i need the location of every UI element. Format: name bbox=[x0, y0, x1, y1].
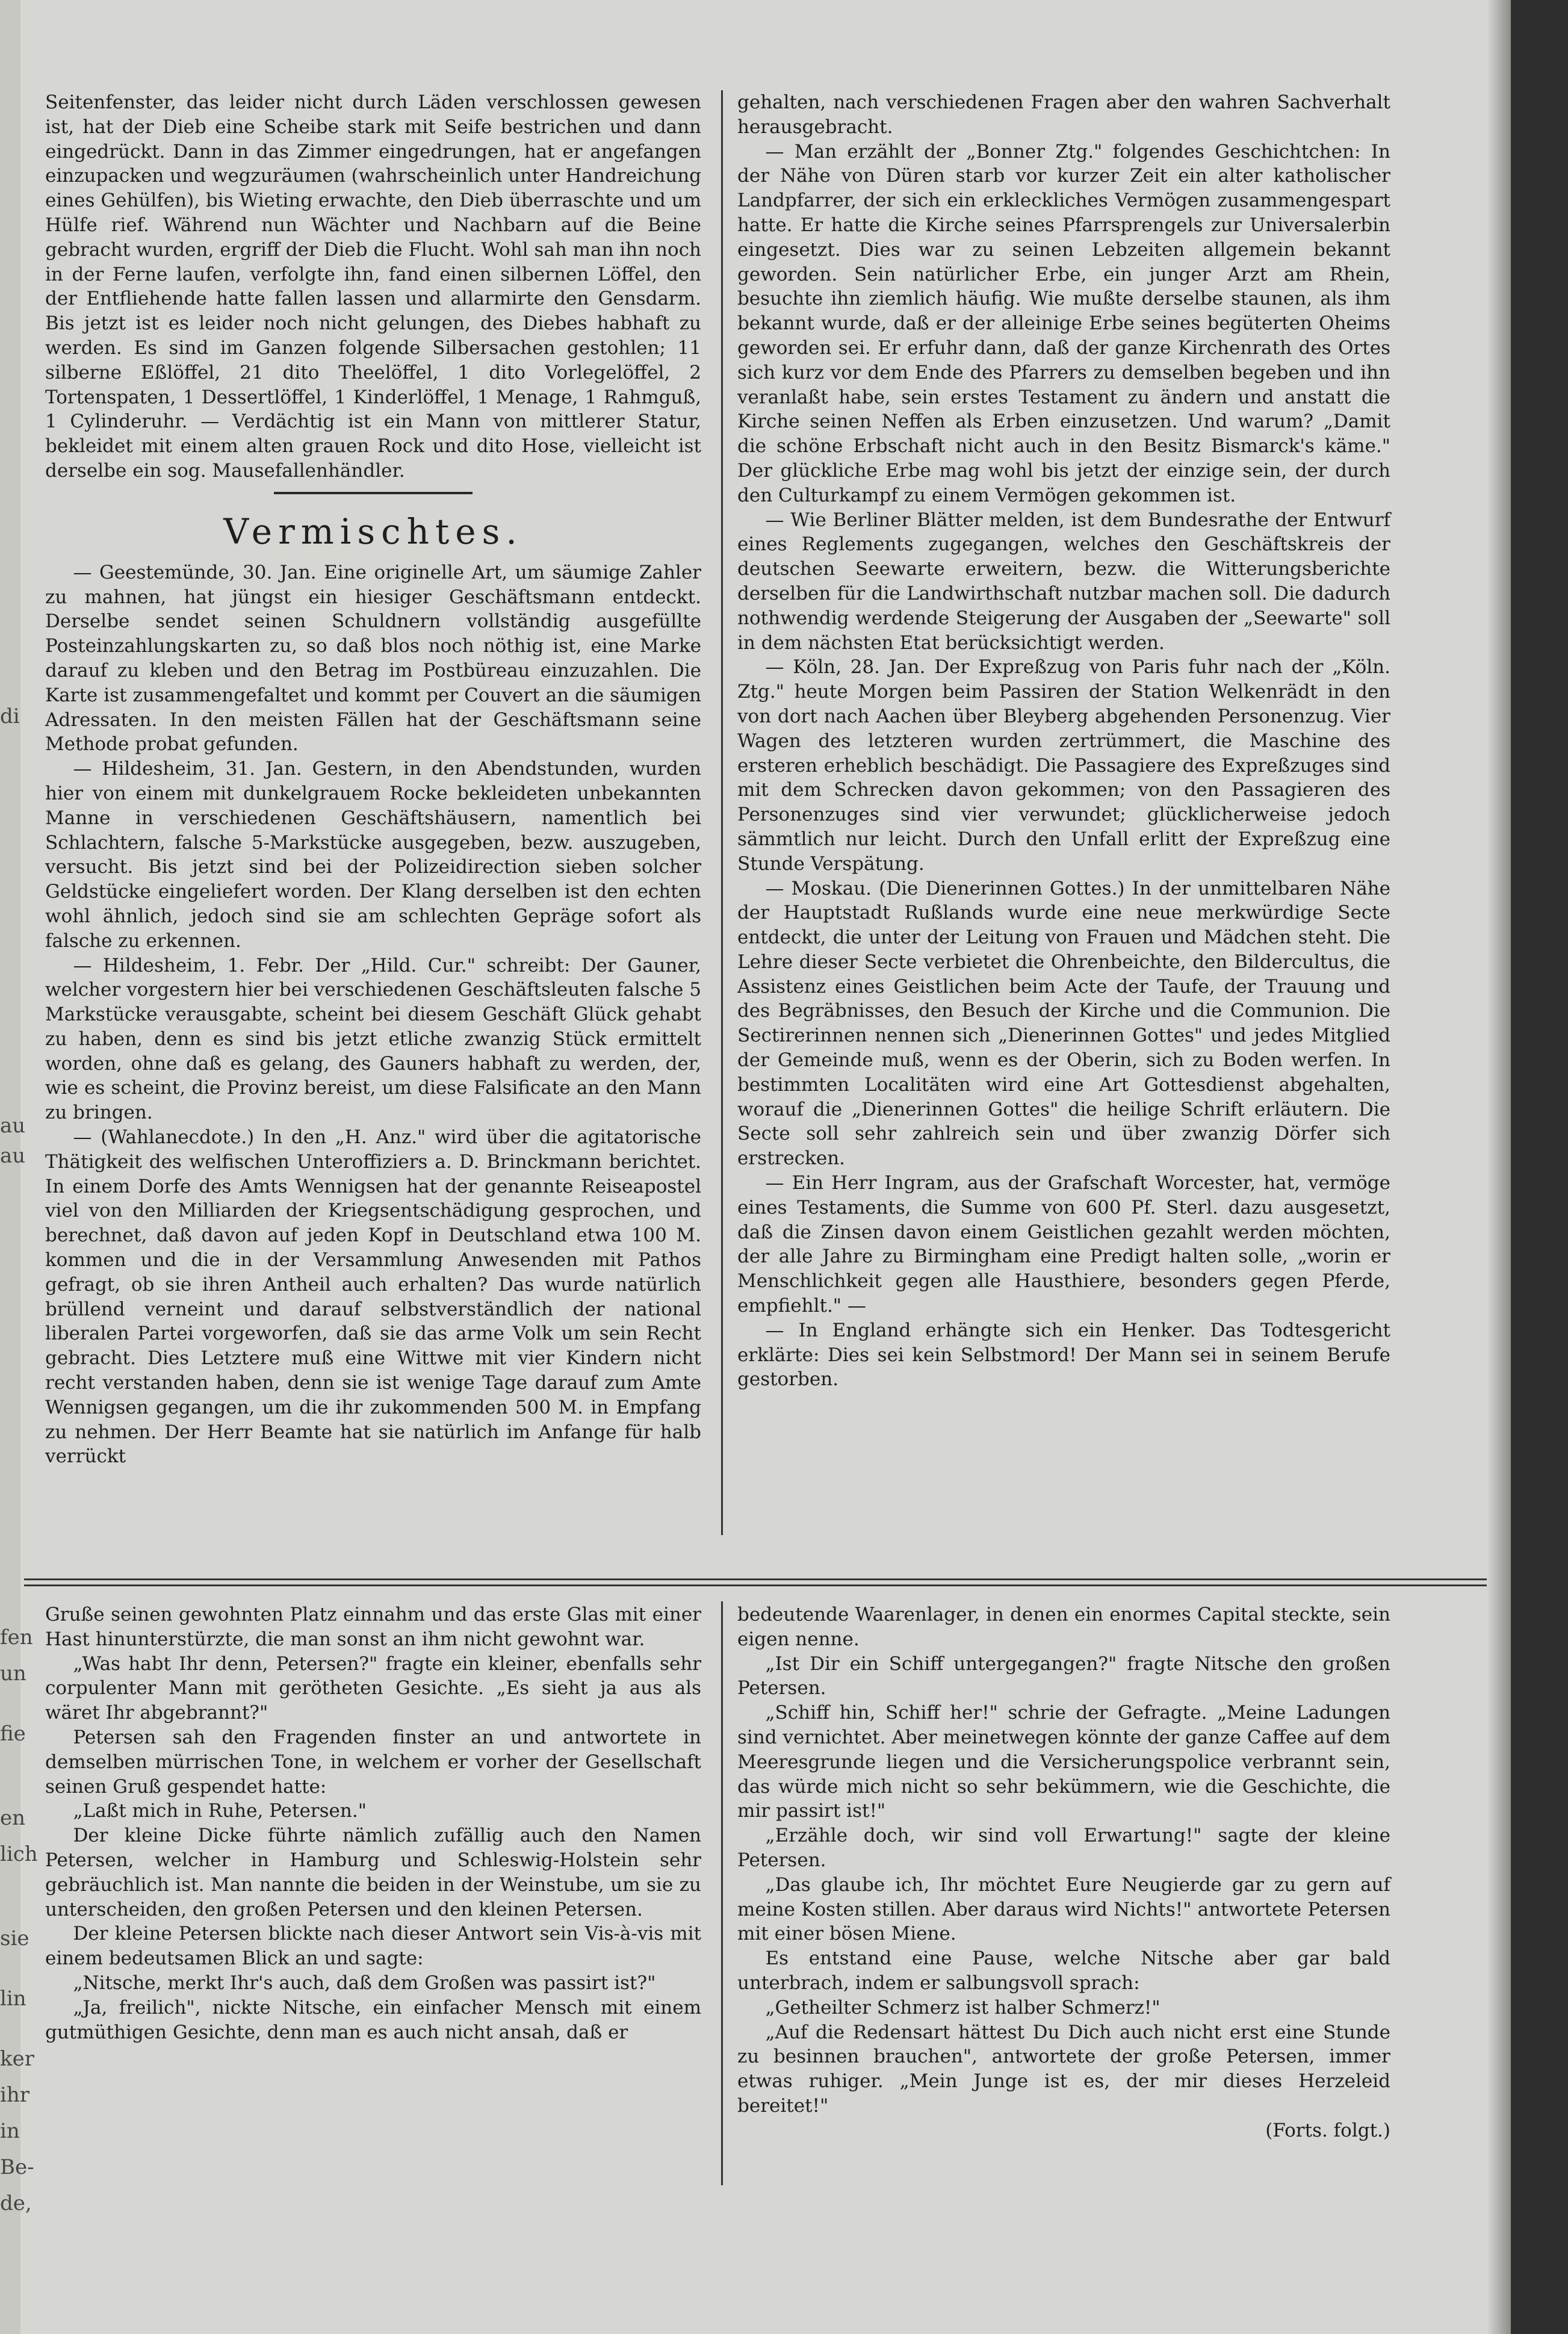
article-text: Seitenfenster, das leider nicht durch Läden verschlossen gewesen ist, hat der Dieb eine Scheibe stark mit Seife bestrichen und dann eingedrückt. Dann in das Zimmer eingedrungen, hat er angefangen einzupacken und wegzuräumen (wahrscheinlich unter Handreichung eines Gehülfen), bis Wieting erwachte, den Dieb überraschte und um Hülfe rief. Während nun Wächter und Nachbarn auf die Beine gebracht wurden, ergriff der Dieb die Flucht. Wohl sah man ihn noch in der Ferne laufen, verfolgte ihn, fand einen silbernen Löffel, den der Entfliehende hatte fallen lassen und allarmirte den Gensdarm. Bis jetzt ist es leider noch nicht gelungen, des Diebes habhaft zu werden. Es sind im Ganzen folgende Silbersachen gestohlen; 11 silberne Eßlöffel, 21 dito Theelöffel, 1 dito Vorlegelöffel, 2 Tortenspaten, 1 Dessertlöffel, 1 Kinderlöffel, 1 Menage, 1 Rahmguß, 1 Cylinderuhr. — Verdächtig ist ein Mann von mittlerer Statur, bekleidet mit einem alten grauen Rock und dito Hose, vielleicht ist derselbe ein sog. Mausefallenhändler. bbox=[45, 92, 702, 482]
bottom-right-column bbox=[737, 1603, 1390, 2143]
story-text: „Erzähle doch, wir sind voll Erwartung!" sagte der kleine Petersen. bbox=[737, 1825, 1390, 1871]
edge-fragment: de, bbox=[0, 2191, 32, 2215]
edge-fragment: un bbox=[0, 1662, 26, 1686]
edge-fragment: ihr bbox=[0, 2083, 30, 2107]
story-text: „Was habt Ihr denn, Petersen?" fragte ein kleiner, ebenfalls sehr corpulenter Mann mit gerötheten Gesichte. „Es sieht ja aus als wäret Ihr abgebrannt?" bbox=[45, 1653, 701, 1724]
story-text: „Getheilter Schmerz ist halber Schmerz!" bbox=[765, 1996, 1161, 2019]
edge-fragment: fie bbox=[0, 1722, 26, 1746]
story-text: bedeutende Waarenlager, in denen ein enormes Capital steckte, sein eigen nenne. bbox=[737, 1604, 1390, 1650]
edge-fragment: sie bbox=[0, 1926, 29, 1951]
edge-fragment: au bbox=[0, 1114, 26, 1138]
edge-fragment: en bbox=[0, 1806, 26, 1830]
story-text: Der kleine Petersen blickte nach dieser Antwort sein Vis-à-vis mit einem bedeutsamen Blick an und sagte: bbox=[45, 1923, 701, 1970]
article-text: — Man erzählt der „Bonner Ztg." folgendes Geschichtchen: In der Nähe von Düren starb vor kurzer Zeit ein alter katholischer Landpfarrer, der sich ein erkleckliches Vermögen zusammengespart hatte. Er hatte die Kirche seines Pfarrsprengels zur Universalerbin eingesetzt. Dies war zu seinen Lebzeiten allgemein bekannt geworden. Sein natürlicher Erbe, ein junger Arzt am Rhein, besuchte ihn ziemlich häufig. Wie mußte derselbe staunen, als ihm bekannt wurde, daß er der alleinige Erbe seines begüterten Oheims geworden sei. Er erfuhr dann, daß der ganze Kirchenrath des Ortes sich kurz vor dem Ende des Pfarrers zu demselben begeben und ihn veranlaßt habe, sein erstes Testament zu ändern und anstatt die Kirche seinen Neffen als Erben einzusetzen. Und warum? „Damit die schöne Erbschaft nicht auch in den Besitz Bismarck's käme." Der glückliche Erbe mag wohl bis jetzt der einzige sein, der durch den Culturkampf zu einem Vermögen gekommen ist. bbox=[737, 140, 1390, 506]
article-text: — Hildesheim, 1. Febr. Der „Hild. Cur." schreibt: Der Gauner, welcher vorgestern hier bei verschiedenen Geschäftsleuten falsche 5 Markstücke verausgabte, scheint bei diesem Geschäft Glück gehabt zu haben, denn es sind bis jetzt etliche zwanzig Stück ermittelt worden, ohne daß es gelang, des Gauners habhaft zu werden, der, wie es scheint, die Provinz bereist, um diese Falsificate an den Mann zu bringen. bbox=[45, 954, 701, 1124]
story-text: Es entstand eine Pause, welche Nitsche aber gar bald unterbrach, indem er salbungsvoll sprach: bbox=[737, 1948, 1390, 1994]
feuilleton-divider bbox=[24, 1578, 1487, 1580]
article-text: — Köln, 28. Jan. Der Expreßzug von Paris fuhr nach der „Köln. Ztg." heute Morgen beim Passiren der Station Welkenrädt in den von dort nach Aachen über Bleyberg abgehenden Personenzug. Vier Wagen des letzteren wurden zertrümmert, die Maschine des ersteren erheblich beschädigt. Die Passagiere des Expreßzuges sind mit dem Schrecken davon gekommen; von den Passagieren des Personenzuges sind vier verwundet; glücklicherweise jedoch sämmtlich nur leicht. Durch den Unfall erlitt der Expreßzug eine Stunde Verspätung. bbox=[737, 656, 1390, 875]
top-left-column bbox=[45, 90, 701, 1469]
story-text: „Nitsche, merkt Ihr's auch, daß dem Großen was passirt ist?" bbox=[73, 1972, 656, 1994]
story-text: Gruße seinen gewohnten Platz einnahm und das erste Glas mit einer Hast hinunterstürzte, die man sonst an ihm nicht gewohnt war. bbox=[45, 1604, 701, 1650]
scanner-background bbox=[1511, 0, 1568, 2334]
article-text: gehalten, nach verschiedenen Fragen aber den wahren Sachverhalt herausgebracht. bbox=[737, 92, 1390, 138]
page-gutter-shadow bbox=[1487, 0, 1511, 2334]
article-text: — Moskau. (Die Dienerinnen Gottes.) In der unmittelbaren Nähe der Hauptstadt Rußlands wurde eine neue merkwürdige Secte entdeckt, die unter der Leitung von Frauen und Mädchen steht. Die Lehre dieser Secte verbietet die Ohrenbeichte, den Bildercultus, die Assistenz eines Geistlichen beim Acte der Taufe, der Trauung und des Begräbnisses, den Besuch der Kirche und die Communion. Die Sectirerinnen nennen sich „Dienerinnen Gottes" und jedes Mitglied der Gemeinde muß, wenn es der Oberin, sich zu Boden werfen. In bestimmten Localitäten wird eine Art Gottesdienst abgehalten, worauf die „Dienerinnen Gottes" die heilige Schrift erläutern. Die Secte soll sehr zahlreich sein und über zwanzig Dörfer sich erstrecken. bbox=[737, 877, 1390, 1170]
section-divider bbox=[274, 492, 473, 494]
article-text: — (Wahlanecdote.) In den „H. Anz." wird über die agitatorische Thätigkeit des welfischen Unteroffiziers a. D. Brinckmann berichtet. In einem Dorfe des Amts Wennigsen hat der genannte Reiseapostel viel von den Milliarden der Kriegsentschädigung gesprochen, und berechnet, daß davon auf jeden Kopf in Deutschland etwa 100 M. kommen und die in der Versammlung Anwesenden mit Pathos gefragt, ob sie ihren Antheil auch erhalten? Das wurde natürlich brüllend verneint und darauf selbstverständlich der national liberalen Partei vorgeworfen, daß sie das arme Volk um sein Recht gebracht. Dies Letztere muß eine Wittwe mit vier Kindern nicht recht verstanden haben, denn sie ist wenige Tage darauf zum Amte Wennigsen gegangen, um die ihr zukommenden 500 M. in Empfang zu nehmen. Der Herr Beamte hat sie natürlich im Anfange für halb verrückt bbox=[45, 1126, 701, 1468]
continuation-note: (Forts. folgt.) bbox=[1265, 2119, 1390, 2141]
bottom-left-column bbox=[45, 1603, 701, 2044]
story-text: „Laßt mich in Ruhe, Petersen." bbox=[73, 1800, 367, 1822]
edge-fragment: au bbox=[0, 1144, 26, 1168]
top-right-column bbox=[737, 90, 1390, 1392]
article-text: — Geestemünde, 30. Jan. Eine originelle Art, um säumige Zahler zu mahnen, hat jüngst ein hiesiger Geschäftsmann entdeckt. Derselbe sendet seinen Schuldnern vollständig ausgefüllte Posteinzahlungskarten zu, so daß blos noch nöthig ist, eine Marke darauf zu kleben und den Betrag im Postbüreau einzuzahlen. Die Karte ist zusammengefaltet und kommt per Couvert an die säumigen Adressaten. In den meisten Fällen hat der Geschäftsmann seine Methode probat gefunden. bbox=[45, 561, 701, 756]
story-text: Der kleine Dicke führte nämlich zufällig auch den Namen Petersen, welcher in Hamburg und Schleswig-Holstein sehr gebräuchlich ist. Man nannte die beiden in der Weinstube, um sie zu unterscheiden, den großen Petersen und den kleinen Petersen. bbox=[45, 1825, 701, 1920]
edge-fragment: fen bbox=[0, 1625, 33, 1650]
article-text: — In England erhängte sich ein Henker. Das Todtesgericht erklärte: Dies sei kein Selbstmord! Der Mann sei in seinem Berufe gestorben. bbox=[737, 1319, 1390, 1391]
edge-fragment: ker bbox=[0, 2047, 34, 2071]
article-text: — Wie Berliner Blätter melden, ist dem Bundesrathe der Entwurf eines Reglements zugegangen, welches den Geschäftskreis der deutschen Seewarte erweitern, bezw. die Witterungsberichte derselben für die Landwirthschaft nutzbar machen soll. Die dadurch nothwendig werdende Steigerung der Ausgaben der „Seewarte" soll in dem nächsten Etat berücksichtigt werden. bbox=[737, 509, 1390, 654]
story-text: „Ja, freilich", nickte Nitsche, ein einfacher Mensch mit einem gutmüthigen Gesichte, denn man es auch nicht ansah, daß er bbox=[45, 1996, 701, 2043]
section-heading: Vermischtes. bbox=[223, 511, 523, 552]
story-text: Petersen sah den Fragenden finster an und antwortete in demselben mürrischen Tone, in welchem er vorher der Gesellschaft seinen Gruß gespendet hatte: bbox=[45, 1726, 701, 1798]
edge-fragment: in bbox=[0, 2119, 20, 2143]
story-text: „Ist Dir ein Schiff untergegangen?" fragte Nitsche den großen Petersen. bbox=[737, 1653, 1390, 1699]
edge-fragment: Be- bbox=[0, 2155, 34, 2179]
article-text: — Ein Herr Ingram, aus der Grafschaft Worcester, hat, vermöge eines Testaments, die Summe von 600 Pf. Sterl. dazu ausgesetzt, daß die Zinsen davon einem Geistlichen gezahlt werden möchten, der alle Jahre zu Birmingham eine Predigt halten solle, „worin er Menschlichkeit gegen alle Hausthiere, besonders gegen Pferde, empfiehlt." — bbox=[737, 1172, 1390, 1317]
column-separator bbox=[721, 1601, 723, 2185]
article-text: — Hildesheim, 31. Jan. Gestern, in den Abendstunden, wurden hier von einem mit dunkelgrauem Rocke bekleideten unbekannten Manne in verschiedenen Geschäftshäusern, namentlich bei Schlachtern, falsche 5-Markstücke ausgegeben, bezw. auszugeben, versucht. Bis jetzt sind bei der Polizeidirection sieben solcher Geldstücke eingeliefert worden. Der Klang derselben ist den echten wohl ähnlich, jedoch sind sie am schlechten Gepräge sofort als falsche zu erkennen. bbox=[45, 758, 701, 952]
edge-fragment: lin bbox=[0, 1987, 26, 2011]
story-text: „Das glaube ich, Ihr möchtet Eure Neugierde gar zu gern auf meine Kosten stillen. Aber daraus wird Nichts!" antwortete Petersen mit einer bösen Miene. bbox=[737, 1873, 1390, 1945]
story-text: „Schiff hin, Schiff her!" schrie der Gefragte. „Meine Ladungen sind vernichtet. Aber meinetwegen könnte der ganze Caffee auf dem Meeresgrunde liegen und die Versicherungspolice verbrannt sein, das würde mich nicht so sehr bekümmern, wie die Geschichte, die mir passirt ist!" bbox=[737, 1702, 1390, 1822]
story-text: „Auf die Redensart hättest Du Dich auch nicht erst eine Stunde zu besinnen brauchen", antwortete der große Petersen, immer etwas ruhiger. „Mein Junge ist es, der mir dieses Herzeleid bereitet!" bbox=[737, 2021, 1390, 2117]
feuilleton-divider bbox=[24, 1584, 1487, 1586]
previous-page-edge bbox=[0, 0, 38, 2334]
edge-fragment: di bbox=[0, 704, 20, 728]
column-separator bbox=[721, 90, 723, 1535]
edge-fragment: lich bbox=[0, 1842, 38, 1866]
